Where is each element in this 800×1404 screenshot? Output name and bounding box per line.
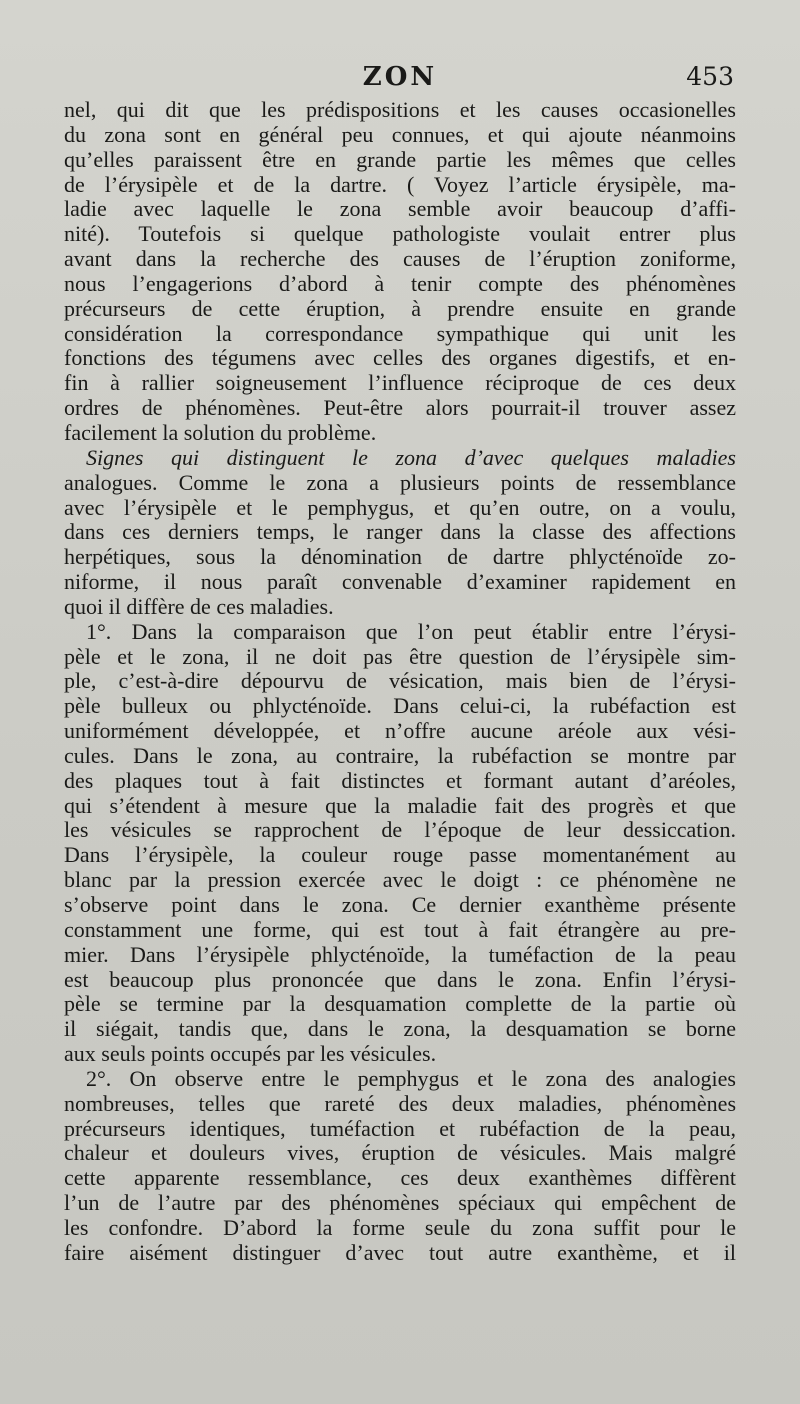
text-line: herpétiques, sous la dénomination de dartre phlycténoïde zo- — [64, 545, 736, 570]
text-line: l’un de l’autre par des phénomènes spéciaux qui empêchent de — [64, 1191, 736, 1216]
text-line: ple, c’est-à-dire dépourvu de vésication, mais bien de l’érysi- — [64, 669, 736, 694]
text-line: est beaucoup plus prononcée que dans le zona. Enfin l’érysi- — [64, 967, 736, 992]
text-line: 2°. On observe entre le pemphygus et le zona des analogies — [86, 1066, 736, 1091]
text-line: précurseurs identiques, tuméfaction et rubéfaction de la peau, — [64, 1116, 736, 1141]
page-number: 453 — [686, 62, 734, 91]
text-line: fin à rallier soigneusement l’influence réciproque de ces deux — [64, 371, 736, 396]
text-line: fonctions des tégumens avec celles des organes digestifs, et en- — [64, 346, 736, 371]
text-line: des plaques tout à fait distinctes et formant autant d’aréoles, — [64, 768, 736, 793]
text-line: constamment une forme, qui est tout à fait étrangère au pre- — [64, 917, 736, 942]
text-line: qu’elles paraissent être en grande partie les mêmes que celles — [64, 147, 736, 172]
text-line: niforme, il nous paraît convenable d’examiner rapidement en — [64, 570, 736, 595]
text-line: qui s’étendent à mesure que la maladie fait des progrès et que — [64, 793, 736, 818]
text-line: il siégait, tandis que, dans le zona, la desquamation se borne — [64, 1017, 736, 1042]
text-line: s’observe point dans le zona. Ce dernier exanthème présente — [64, 893, 736, 917]
text-line: avant dans la recherche des causes de l’éruption zoniforme, — [64, 247, 736, 272]
text-line: pèle bulleux ou phlycténoïde. Dans celui-ci, la rubéfaction est — [64, 694, 736, 719]
text-line: 1°. Dans la comparaison que l’on peut établir entre l’érysi- — [86, 619, 736, 644]
text-line: pèle se termine par la desquamation complette de la partie où — [64, 992, 736, 1017]
text-line: analogues. Comme le zona a plusieurs points de ressemblance — [64, 470, 736, 495]
running-title: ZON — [362, 62, 438, 92]
text-line: avec l’érysipèle et le pemphygus, et qu’en outre, on a voulu, — [64, 495, 736, 520]
text-line: Signes qui distinguent le zona d’avec quelques maladies — [86, 445, 736, 470]
text-line: considération la correspondance sympathique qui unit les — [64, 321, 736, 346]
text-line: les vésicules se rapprochent de l’époque de leur dessiccation. — [64, 818, 736, 843]
text-line: nité). Toutefois si quelque pathologiste voulait entrer plus — [64, 222, 736, 247]
text-line: blanc par la pression exercée avec le doigt : ce phénomène ne — [64, 868, 736, 893]
text-line: nombreuses, telles que rareté des deux maladies, phénomènes — [64, 1091, 736, 1116]
body-text — [64, 98, 736, 1266]
text-line: nous l’engagerions d’abord à tenir compte des phénomènes — [64, 271, 736, 296]
text-line: cules. Dans le zona, au contraire, la rubéfaction se montre par — [64, 743, 736, 768]
text-line: de l’érysipèle et de la dartre. ( Voyez l’article érysipèle, ma- — [64, 172, 736, 197]
text-line: pèle et le zona, il ne doit pas être question de l’érysipèle sim- — [64, 644, 736, 669]
text-line: quoi il diffère de ces maladies. — [64, 594, 334, 619]
text-line: mier. Dans l’érysipèle phlycténoïde, la tuméfaction de la peau — [64, 942, 736, 967]
text-line: les confondre. D’abord la forme seule du zona suffit pour le — [64, 1215, 736, 1240]
text-line: facilement la solution du problème. — [64, 420, 377, 445]
text-line: uniformément développée, et n’offre aucune aréole aux vési- — [64, 719, 736, 744]
text-line: cette apparente ressemblance, ces deux exanthèmes diffèrent — [64, 1166, 736, 1191]
text-line: dans ces derniers temps, le ranger dans la classe des affections — [64, 520, 736, 545]
text-line: ordres de phénomènes. Peut-être alors pourrait-il trouver assez — [64, 396, 736, 421]
text-line: ladie avec laquelle le zona semble avoir beaucoup d’affi- — [64, 197, 736, 222]
text-line: nel, qui dit que les prédispositions et les causes occasionelles — [64, 98, 736, 122]
text-line: chaleur et douleurs vives, éruption de vésicules. Mais malgré — [64, 1141, 736, 1166]
text-line: Dans l’érysipèle, la couleur rouge passe momentanément au — [64, 843, 736, 868]
text-line: du zona sont en général peu connues, et qui ajoute néanmoins — [64, 122, 736, 147]
text-line: faire aisément distinguer d’avec tout autre exanthème, et il — [64, 1240, 736, 1265]
text-line: aux seuls points occupés par les vésicules. — [64, 1042, 437, 1067]
running-header — [0, 58, 800, 94]
text-line: précurseurs de cette éruption, à prendre ensuite en grande — [64, 296, 736, 321]
